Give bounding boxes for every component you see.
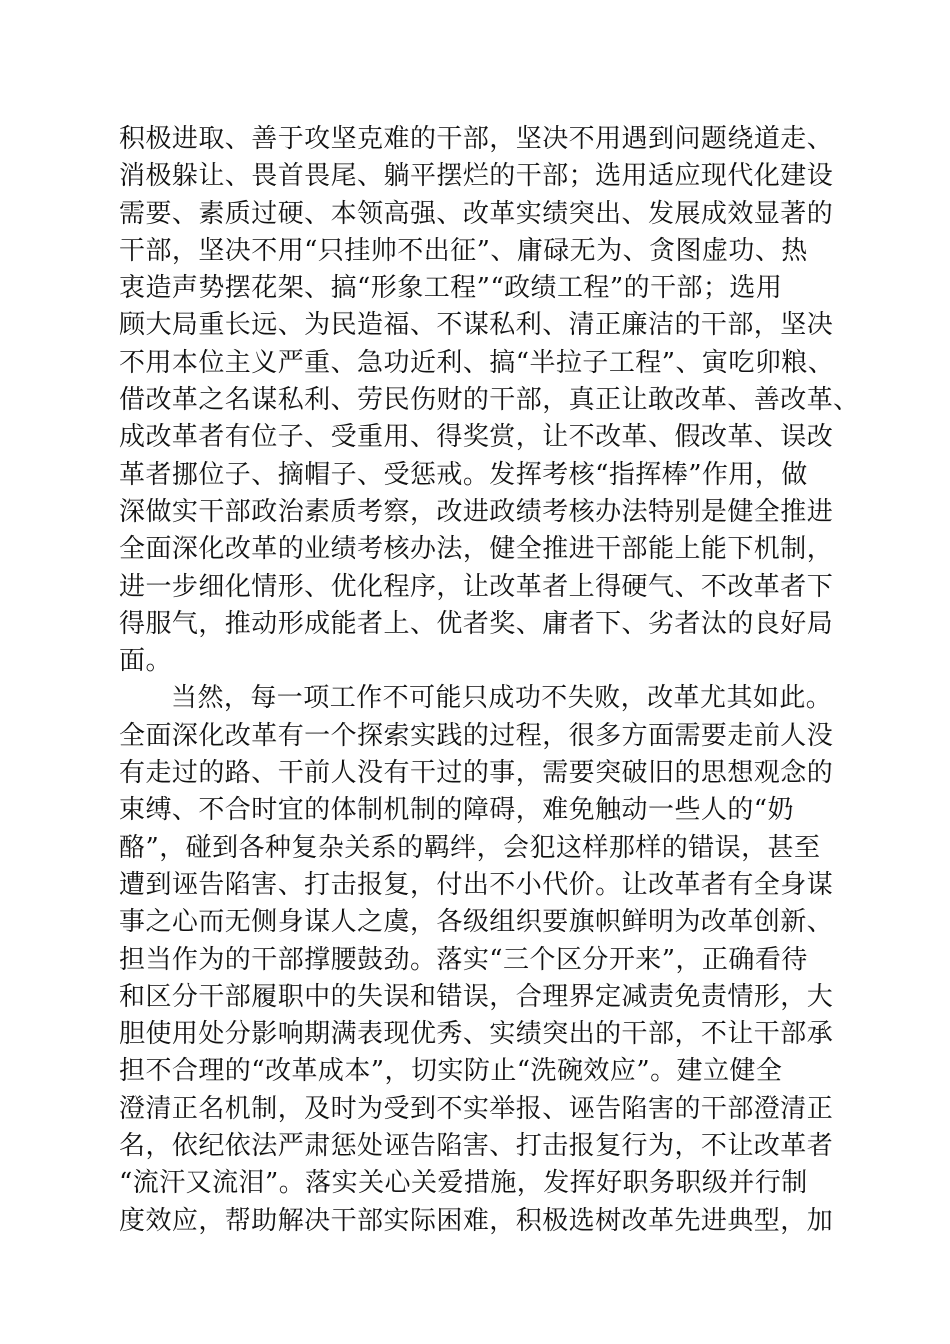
text-line: 消极躲让、畏首畏尾、躺平摆烂的干部；选用适应现代化建设 [119,161,834,192]
text-line: 事之心而无侧身谋人之虞，各级组织要旗帜鲜明为改革创新、 [119,907,834,938]
text-line: 有走过的路、干前人没有干过的事，需要突破旧的思想观念的 [119,758,834,789]
text-line: 全面深化改革的业绩考核办法，健全推进干部能上能下机制， [119,534,834,565]
text-line: “流汗又流泪”。落实关心关爱措施，发挥好职务职级并行制 [119,1168,808,1199]
text-line: 面。 [119,646,172,677]
text-line: 全面深化改革有一个探索实践的过程，很多方面需要走前人没 [119,720,834,751]
text-line: 深做实干部政治素质考察，改进政绩考核办法特别是健全推进 [119,496,834,527]
text-line: 名，依纪依法严肃惩处诬告陷害、打击报复行为，不让改革者 [119,1131,834,1162]
text-line: 进一步细化情形、优化程序，让改革者上得硬气、不改革者下 [119,571,834,602]
text-line: 澄清正名机制，及时为受到不实举报、诬告陷害的干部澄清正 [119,1093,834,1124]
text-line: 担当作为的干部撑腰鼓劲。落实“三个区分开来”，正确看待 [119,944,808,975]
text-line: 和区分干部履职中的失误和错误，合理界定减责免责情形，大 [119,981,834,1012]
text-line: 胆使用处分影响期满表现优秀、实绩突出的干部，不让干部承 [119,1019,834,1050]
text-line: 借改革之名谋私利、劳民伤财的干部，真正让敢改革、善改革、 [119,385,860,416]
text-line: 干部，坚决不用“只挂帅不出征”、庸碌无为、贪图虚功、热 [119,235,808,266]
text-line: 成改革者有位子、受重用、得奖赏，让不改革、假改革、误改 [119,422,834,453]
body-text [119,121,860,1240]
text-line: 顾大局重长远、为民造福、不谋私利、清正廉洁的干部，坚决 [119,310,834,341]
paragraph-1 [119,121,860,680]
text-line: 担不合理的“改革成本”，切实防止“洗碗效应”。建立健全 [119,1056,783,1087]
text-line: 不用本位主义严重、急功近利、搞“半拉子工程”、寅吃卯粮、 [119,347,835,378]
text-line: 得服气，推动形成能者上、优者奖、庸者下、劣者汰的良好局 [119,608,834,639]
text-line: 遭到诬告陷害、打击报复，付出不小代价。让改革者有全身谋 [119,869,834,900]
text-line: 革者挪位子、摘帽子、受惩戒。发挥考核“指挥棒”作用，做 [119,459,808,490]
paragraph-2 [119,680,839,1239]
text-line: 需要、素质过硬、本领高强、改革实绩突出、发展成效显著的 [119,198,834,229]
text-line: 酪”，碰到各种复杂关系的羁绊，会犯这样那样的错误，甚至 [119,832,821,863]
text-line: 束缚、不合时宜的体制机制的障碍，难免触动一些人的“奶 [119,795,794,826]
text-line: 积极进取、善于攻坚克难的干部，坚决不用遇到问题绕道走、 [119,124,834,154]
text-line: 衷造声势摆花架、搞“形象工程”“政绩工程”的干部；选用 [119,273,783,304]
text-line: 度效应，帮助解决干部实际困难，积极选树改革先进典型，加 [119,1205,834,1236]
text-line: 当然，每一项工作不可能只成功不失败，改革尤其如此。 [171,683,833,714]
